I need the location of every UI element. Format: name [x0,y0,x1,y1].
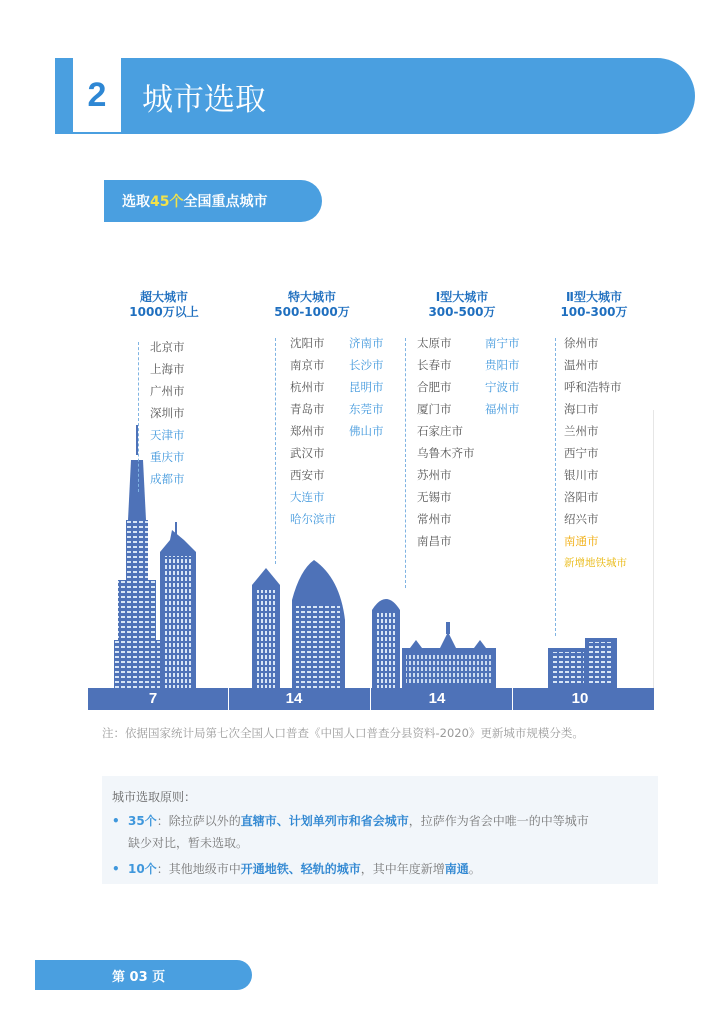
city-item: 长沙市 [349,358,384,372]
category-header-mega [272,290,352,320]
bullet-icon: • [112,862,120,876]
source-note: 注：依据国家统计局第七次全国人口普查《中国人口普查分县资料-2020》更新城市规模分类。 [102,726,584,740]
subtitle-prefix: 选取 [122,194,150,210]
city-item: 太原市 [417,336,452,350]
skyscraper-round [372,599,400,688]
rule-text: ：其他地级市中 [156,862,241,876]
new-metro-label: 新增地铁城市 [564,557,627,569]
city-item: 深圳市 [150,406,185,420]
city-item: 青岛市 [290,402,325,416]
rule-bold: 直辖市、计划单列市和省会城市 [240,814,409,828]
skyscraper-tower-a [252,568,280,688]
city-list-large1-col1 [417,332,475,552]
page-number-pill [35,960,252,990]
city-item: 武汉市 [290,446,325,460]
column-line-end [653,410,654,688]
city-item: 天津市 [150,428,185,442]
count-bar-separator [370,688,371,710]
skyscraper-twin [160,522,196,688]
city-item: 南京市 [290,358,325,372]
city-item: 绍兴市 [564,512,599,526]
city-item: 哈尔滨市 [290,512,336,526]
city-item: 宁波市 [485,380,520,394]
city-item: 西安市 [290,468,325,482]
rules-title: 城市选取原则： [112,790,197,804]
category-header-large1 [422,290,502,320]
city-item: 杭州市 [290,380,325,394]
city-item: 温州市 [564,358,599,372]
category-header-large2 [554,290,634,320]
city-item: 徐州市 [564,336,599,350]
rule-text: 。 [468,862,481,876]
page-number: 第 03 页 [112,969,166,985]
city-list-large2 [564,332,627,574]
category-range: 500-1000万 [274,305,350,319]
rule-1-line2: 缺少对比，暂未选取。 [128,836,249,850]
city-item-new: 南通市 [564,534,599,548]
city-item: 海口市 [564,402,599,416]
count-bar-separator [512,688,513,710]
category-name: 特大城市 [287,290,336,304]
category-name: Ⅱ型大城市 [566,290,622,304]
category-name: Ⅰ型大城市 [435,290,489,304]
city-item: 上海市 [150,362,185,376]
city-item: 广州市 [150,384,185,398]
city-item: 成都市 [150,472,185,486]
city-item: 南昌市 [417,534,452,548]
city-item: 东莞市 [349,402,384,416]
rule-bold: 南通 [444,862,469,876]
city-item: 厦门市 [417,402,452,416]
count-bar-separator [228,688,229,710]
rule-count: 10个 [128,862,157,876]
section-number: 2 [73,58,121,132]
city-item: 济南市 [349,336,384,350]
count-super: 7 [148,690,158,707]
city-item: 合肥市 [417,380,452,394]
city-list-large1-col2 [485,332,520,420]
rule-text: ，拉萨作为省会中唯一的中等城市 [408,814,589,828]
rule-count: 35个 [128,814,157,828]
city-item: 苏州市 [417,468,452,482]
city-item: 乌鲁木齐市 [417,446,475,460]
low-building [548,638,617,688]
selection-rules-box [102,776,658,884]
column-line-3 [405,338,406,588]
city-item: 佛山市 [349,424,384,438]
city-item: 长春市 [417,358,452,372]
city-item: 石家庄市 [417,424,463,438]
rule-2 [112,858,481,880]
city-item: 西宁市 [564,446,599,460]
rule-text: ，其中年度新增 [360,862,445,876]
palace-building [402,622,496,688]
category-name: 超大城市 [139,290,188,304]
count-mega: 14 [285,690,303,707]
rule-text: ：除拉萨以外的 [156,814,241,828]
city-list-super [150,336,185,490]
city-item: 重庆市 [150,450,185,464]
count-large2: 10 [571,690,589,707]
city-list-mega-col1 [290,332,336,530]
category-range: 100-300万 [560,305,628,319]
city-item: 银川市 [564,468,599,482]
city-item: 昆明市 [349,380,384,394]
city-item: 沈阳市 [290,336,325,350]
bullet-icon: • [112,814,120,828]
city-item: 呼和浩特市 [564,380,622,394]
city-item: 福州市 [485,402,520,416]
rule-1 [112,810,589,832]
column-line-1 [138,342,139,492]
city-item: 南宁市 [485,336,520,350]
subtitle-highlight: 45个 [150,194,184,210]
city-item: 洛阳市 [564,490,599,504]
section-title: 城市选取 [142,82,266,118]
city-item: 北京市 [150,340,185,354]
category-range: 300-500万 [428,305,496,319]
category-header-super [124,290,204,320]
city-item: 贵阳市 [485,358,520,372]
count-large1: 14 [428,690,446,707]
city-item: 兰州市 [564,424,599,438]
city-item: 郑州市 [290,424,325,438]
rule-bold: 开通地铁、轻轨的城市 [240,862,361,876]
city-item: 无锡市 [417,490,452,504]
city-item: 常州市 [417,512,452,526]
column-line-4 [555,338,556,636]
skyscraper-curved [292,560,345,688]
city-list-mega-col2 [349,332,384,442]
city-item: 大连市 [290,490,325,504]
subtitle-suffix: 全国重点城市 [183,194,268,210]
category-range: 1000万以上 [129,305,199,319]
column-line-2 [275,338,276,564]
